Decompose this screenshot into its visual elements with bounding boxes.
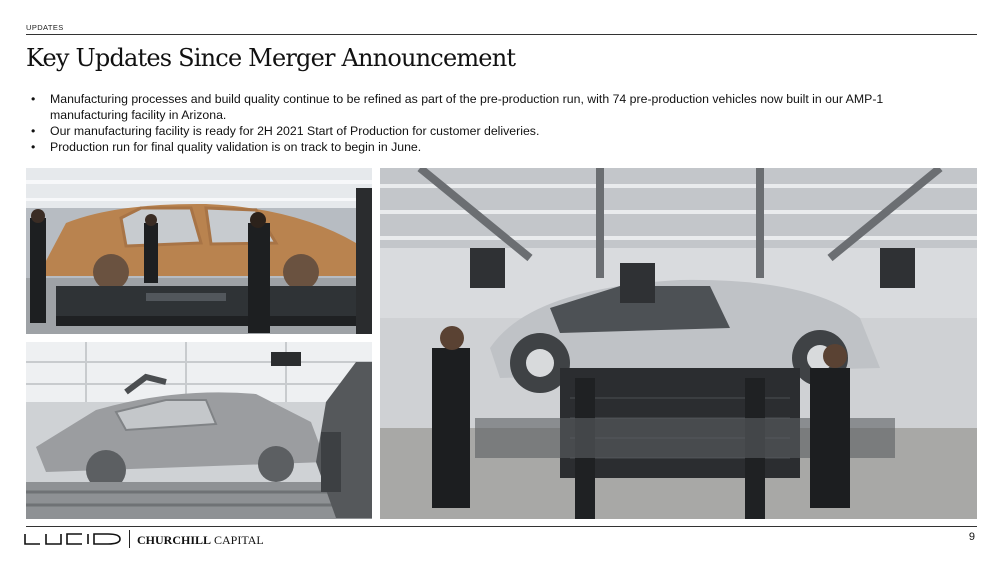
lucid-logo: [24, 533, 122, 545]
photo-robotic-welding: [26, 342, 372, 519]
photo-assembly-line-workers: [380, 168, 977, 519]
photo-copper-body-assembly: [26, 168, 372, 334]
section-label: UPDATES: [26, 23, 64, 32]
bullet-text: Our manufacturing facility is ready for 2H 2021 Start of Production for customer deliveries.: [50, 124, 540, 138]
bullet-marker: •: [31, 124, 36, 138]
assembly-line-illustration: [380, 168, 977, 519]
bullet-text: Production run for final quality validation is on track to begin in June.: [50, 140, 422, 154]
bullet-text: Manufacturing processes and build quality continue to be refined as part of the pre-production run, with 74 pre-production vehicles now built in our AMP-1 manufacturing facility in Arizona.: [50, 92, 884, 122]
bullet-list: [30, 91, 950, 155]
bullet-item: [30, 139, 950, 155]
bullet-item: [30, 123, 950, 139]
bullet-marker: •: [31, 140, 36, 154]
churchill-capital-logo: [137, 533, 264, 548]
footer-separator: [129, 530, 130, 548]
page-title: Key Updates Since Merger Announcement: [26, 44, 516, 72]
robotic-welding-illustration: [26, 342, 372, 519]
header-divider: [26, 34, 977, 35]
bullet-item: [30, 91, 950, 123]
footer-divider: [26, 526, 977, 527]
copper-body-illustration: [26, 168, 372, 334]
page-number: 9: [968, 531, 975, 543]
partner-name-regular: CAPITAL: [214, 533, 264, 547]
partner-name-bold: CHURCHILL: [137, 533, 212, 547]
bullet-marker: •: [31, 92, 36, 106]
